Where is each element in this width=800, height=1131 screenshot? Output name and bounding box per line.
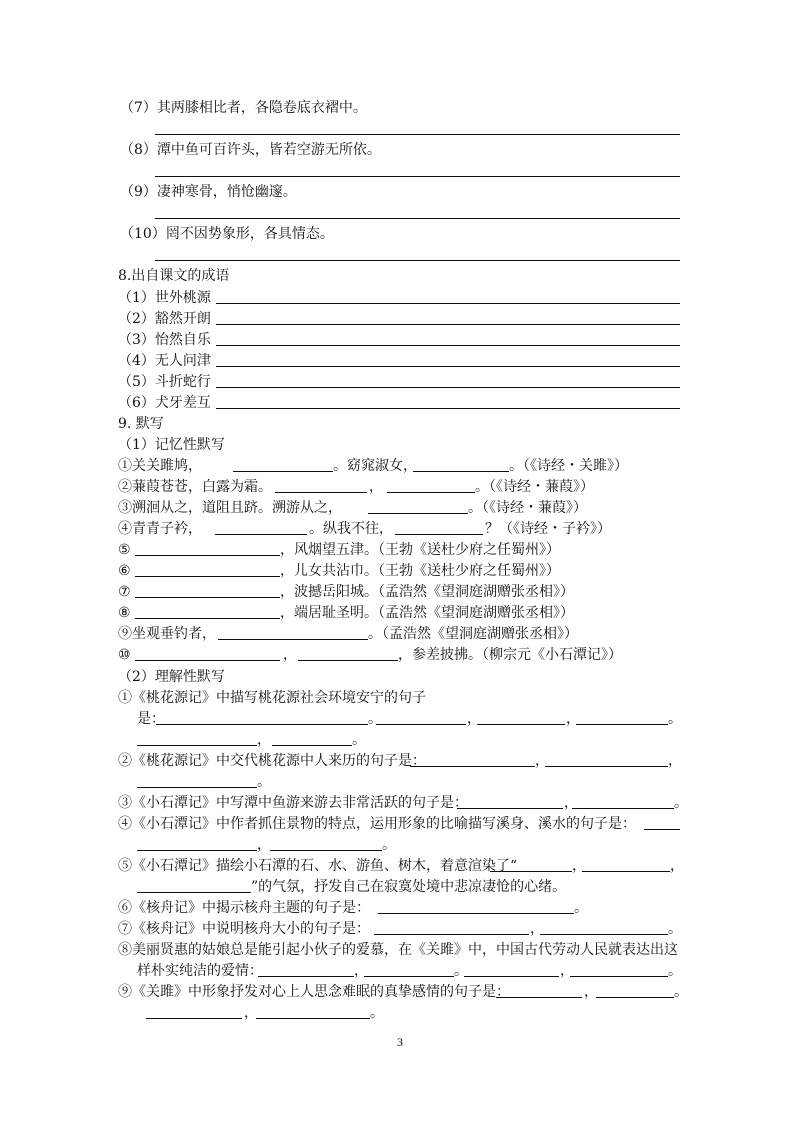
prompt-text: ，: [369, 479, 383, 495]
prompt-text: ⑤《小石潭记》描绘小石潭的石、水、游鱼、树木，着意渲染了“: [118, 858, 518, 874]
punctuation: ，: [572, 858, 586, 874]
answer-blank[interactable]: [137, 850, 257, 851]
answer-blank[interactable]: [137, 892, 251, 893]
prompt-text: 样朴实纯洁的爱情：: [137, 963, 263, 979]
prompt-text: ⑩: [118, 647, 131, 663]
answer-blank[interactable]: [135, 660, 280, 661]
punctuation: ，: [668, 753, 682, 769]
understanding-item-9: [0, 981, 800, 1003]
question-text: （9）凄神寒骨，悄怆幽邃。: [120, 184, 297, 200]
answer-blank[interactable]: [216, 387, 680, 388]
punctuation: 。: [454, 963, 468, 979]
prompt-text: ⑤: [118, 542, 131, 558]
section-title: 9. 默写: [118, 416, 164, 432]
memory-item-1: [0, 455, 800, 477]
punctuation: 。: [674, 984, 688, 1000]
memory-item-8: [0, 602, 800, 624]
answer-blank[interactable]: [155, 134, 680, 135]
answer-blank[interactable]: [410, 766, 535, 767]
idiom-item: [0, 350, 800, 372]
question-text: （7）其两膝相比者，各隐卷底衣褶中。: [120, 100, 367, 116]
answer-blank[interactable]: [146, 1018, 242, 1019]
answer-blank[interactable]: [298, 660, 398, 661]
answer-blank[interactable]: [387, 492, 475, 493]
answer-blank[interactable]: [155, 176, 680, 177]
answer-blank[interactable]: [596, 997, 674, 998]
punctuation: 。: [668, 711, 682, 727]
source-text: 。（《诗经・蒹葭》）: [468, 500, 587, 516]
answer-blank[interactable]: [216, 345, 680, 346]
understanding-item-4: [0, 813, 800, 835]
answer-blank[interactable]: [256, 1018, 370, 1019]
memory-subtitle: [0, 434, 800, 456]
punctuation: ，: [354, 963, 368, 979]
section-title: 8.出自课文的成语: [118, 268, 230, 284]
answer-line: [0, 118, 800, 140]
punctuation: 。: [368, 711, 382, 727]
prompt-text: ⑧: [118, 605, 131, 621]
answer-blank[interactable]: [545, 766, 668, 767]
question-7-8: [0, 139, 800, 161]
memory-item-6: [0, 560, 800, 582]
idiom-item: [0, 371, 800, 393]
answer-blank[interactable]: [258, 976, 354, 977]
prompt-text: ②《桃花源记》中交代桃花源中人来历的句子是：: [118, 753, 426, 769]
understanding-item-8: [0, 939, 800, 961]
answer-blank[interactable]: [364, 976, 454, 977]
prompt-text: ⑨坐观垂钓者，: [118, 626, 216, 642]
idiom-label: （1）世外桃源: [118, 290, 211, 306]
section-9-title: [0, 413, 800, 435]
memory-item-5: [0, 539, 800, 561]
question-7-9: [0, 181, 800, 203]
punctuation: ，: [257, 732, 271, 748]
source-text: ？（《诗经・子衿》）: [485, 521, 611, 537]
source-text: 。（《诗经・关雎》）: [509, 458, 628, 474]
prompt-text: ③《小石潭记》中写潭中鱼游来游去非常活跃的句子是：: [118, 795, 468, 811]
answer-blank[interactable]: [135, 618, 280, 619]
memory-item-7: [0, 581, 800, 603]
answer-blank[interactable]: [576, 724, 668, 725]
subsection-title: （1）记忆性默写: [118, 437, 225, 453]
answer-blank[interactable]: [572, 808, 674, 809]
punctuation: ，: [244, 1005, 258, 1021]
memory-item-9: [0, 623, 800, 645]
prompt-text: ④青青子衿，: [118, 521, 202, 537]
source-text: ，儿女共沾巾。（王勃《送杜少府之任蜀州》）: [280, 563, 560, 579]
prompt-text: ③溯洄从之，道阻且跻。溯游从之，: [118, 500, 342, 516]
answer-blank[interactable]: [496, 997, 582, 998]
understanding-item-2: [0, 750, 800, 772]
idiom-item: [0, 287, 800, 309]
understanding-item-4-blanks: [0, 834, 800, 856]
understanding-item-1-blanks: [0, 708, 800, 730]
answer-blank[interactable]: [376, 724, 466, 725]
punctuation: ，: [530, 921, 544, 937]
memory-item-4: [0, 518, 800, 540]
answer-blank[interactable]: [570, 976, 668, 977]
prompt-text: ⑨《关雎》中形象抒发对心上人思念难眠的真挚感情的句子是：: [118, 984, 510, 1000]
source-text: ，风烟望五津。（王勃《送杜少府之任蜀州》）: [280, 542, 560, 558]
prompt-text: ⑥《核舟记》中揭示核舟主题的句子是：: [118, 900, 370, 916]
answer-blank[interactable]: [137, 787, 257, 788]
question-text: （8）潭中鱼可百许头，皆若空游无所依。: [120, 142, 381, 158]
idiom-label: （5）斗折蛇行: [118, 374, 211, 390]
answer-blank[interactable]: [540, 934, 668, 935]
answer-blank[interactable]: [155, 260, 680, 261]
understanding-item-8-blanks: [0, 960, 800, 982]
prompt-text: 是：: [137, 711, 165, 727]
source-text: ，波撼岳阳城。（孟浩然《望洞庭湖赠张丞相》）: [280, 584, 574, 600]
idiom-label: （4）无人问津: [118, 353, 211, 369]
prompt-text: ⑧美丽贤惠的姑娘总是能引起小伙子的爱慕，在《关雎》中，中国古代劳动人民就表达出这: [118, 942, 678, 958]
punctuation: 。: [668, 921, 682, 937]
prompt-text: ①关关雎鸠，: [118, 458, 202, 474]
punctuation: ，: [560, 963, 574, 979]
memory-item-3: [0, 497, 800, 519]
question-7-7: [0, 97, 800, 119]
answer-blank[interactable]: [155, 218, 680, 219]
answer-blank[interactable]: [395, 534, 483, 535]
prompt-text: ”的气氛，抒发自己在寂寞处境中悲凉凄怆的心绪。: [251, 879, 567, 895]
punctuation: ，: [467, 711, 481, 727]
answer-line: [0, 202, 800, 224]
answer-blank[interactable]: [490, 871, 572, 872]
page-number: 3: [397, 1035, 403, 1049]
punctuation: 。: [674, 795, 688, 811]
punctuation: ，: [566, 711, 580, 727]
punctuation: ，: [670, 858, 684, 874]
source-text: 。（孟浩然《望洞庭湖赠张丞相》）: [368, 626, 578, 642]
understanding-item-3: [0, 792, 800, 814]
source-text: ，端居耻圣明。（孟浩然《望洞庭湖赠张丞相》）: [280, 605, 574, 621]
memory-item-10: [0, 644, 800, 666]
answer-blank[interactable]: [464, 976, 559, 977]
source-text: 。（《诗经・蒹葭》）: [475, 479, 594, 495]
idiom-item: [0, 329, 800, 351]
idiom-label: （2）豁然开朗: [118, 311, 211, 327]
answer-blank[interactable]: [413, 471, 509, 472]
answer-blank[interactable]: [272, 745, 352, 746]
answer-line: [0, 244, 800, 266]
answer-blank[interactable]: [215, 534, 307, 535]
question-7-10: [0, 223, 800, 245]
idiom-label: （3）怡然自乐: [118, 332, 211, 348]
answer-blank[interactable]: [216, 366, 680, 367]
punctuation: 。: [370, 1005, 384, 1021]
punctuation: ，: [564, 795, 578, 811]
answer-blank[interactable]: [135, 597, 280, 598]
answer-blank[interactable]: [457, 808, 563, 809]
answer-blank[interactable]: [275, 492, 367, 493]
subsection-title: （2）理解性默写: [118, 669, 225, 685]
understanding-item-2-blank: [0, 771, 800, 793]
answer-blank[interactable]: [582, 871, 670, 872]
answer-blank[interactable]: [368, 513, 468, 514]
understanding-item-6: [0, 897, 800, 919]
idiom-item: [0, 308, 800, 330]
prompt-text: 。纵我不往，: [309, 521, 393, 537]
answer-blank[interactable]: [216, 324, 680, 325]
answer-blank[interactable]: [156, 724, 368, 725]
answer-blank[interactable]: [218, 639, 368, 640]
punctuation: 。: [668, 963, 682, 979]
answer-blank[interactable]: [378, 913, 574, 914]
question-text: （10）罔不因势象形，各具情态。: [120, 226, 334, 242]
punctuation: ，: [535, 753, 549, 769]
answer-line: [0, 160, 800, 182]
prompt-text: ⑦《核舟记》中说明核舟大小的句子是：: [118, 921, 370, 937]
punctuation: 。: [352, 732, 366, 748]
answer-blank[interactable]: [135, 576, 280, 577]
answer-blank[interactable]: [137, 745, 257, 746]
prompt-text: ⑦: [118, 584, 131, 600]
prompt-text: ，: [283, 647, 297, 663]
answer-blank[interactable]: [216, 408, 680, 409]
answer-blank[interactable]: [374, 934, 529, 935]
answer-blank[interactable]: [233, 471, 333, 472]
prompt-text: ⑥: [118, 563, 131, 579]
answer-blank[interactable]: [644, 829, 680, 830]
understanding-item-1: [0, 687, 800, 709]
answer-blank[interactable]: [477, 724, 565, 725]
understanding-item-1-blanks-2: [0, 729, 800, 751]
answer-blank[interactable]: [135, 555, 280, 556]
understanding-item-7: [0, 918, 800, 940]
section-8-title: [0, 265, 800, 287]
answer-blank[interactable]: [270, 850, 382, 851]
punctuation: 。: [257, 774, 271, 790]
understanding-item-9-blanks: [0, 1002, 800, 1024]
punctuation: 。: [574, 900, 588, 916]
understanding-item-5: [0, 855, 800, 877]
punctuation: ，: [257, 837, 271, 853]
punctuation: 。: [382, 837, 396, 853]
idiom-item: [0, 392, 800, 414]
prompt-text: ①《桃花源记》中描写桃花源社会环境安宁的句子: [118, 690, 426, 706]
understanding-item-5-cont: [0, 876, 800, 898]
idiom-label: （6）犬牙差互: [118, 395, 211, 411]
understanding-subtitle: [0, 666, 800, 688]
prompt-text: ②蒹葭苍苍，白露为霜。: [118, 479, 272, 495]
source-text: ，参差披拂。（柳宗元《小石潭记》）: [398, 647, 622, 663]
punctuation: ，: [584, 984, 598, 1000]
memory-item-2: [0, 476, 800, 498]
answer-blank[interactable]: [216, 303, 680, 304]
prompt-text: 。窈窕淑女，: [333, 458, 417, 474]
prompt-text: ④《小石潭记》中作者抓住景物的特点，运用形象的比喻描写溪身、溪水的句子是：: [118, 816, 636, 832]
